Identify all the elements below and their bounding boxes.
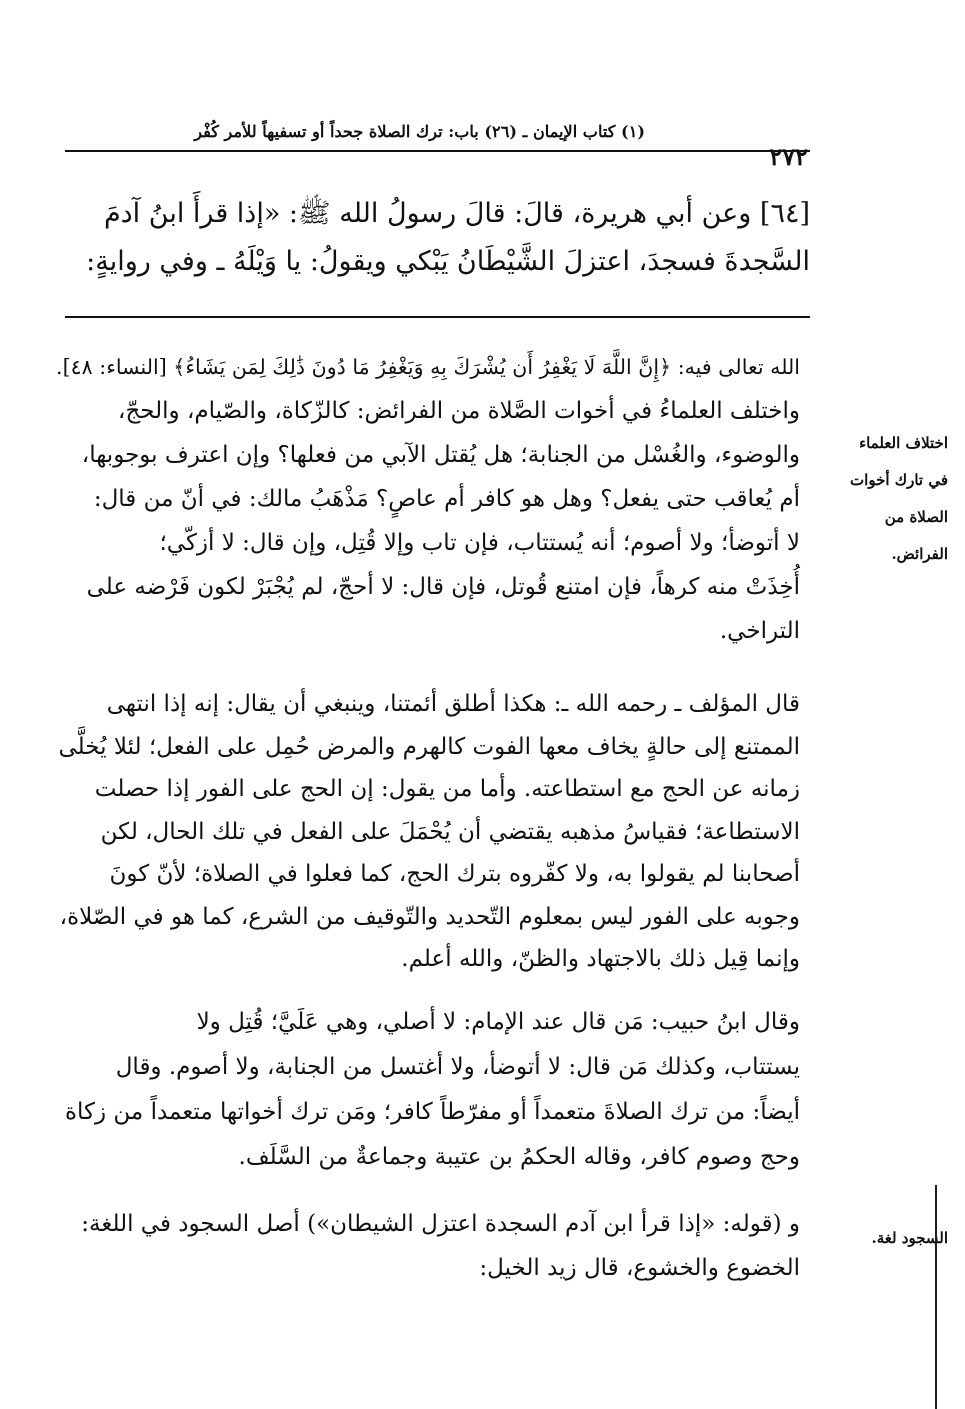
page-number: ٢٧٢ (769, 142, 808, 171)
margin-note-line: الفرائض. (891, 545, 948, 563)
text-line: والوضوء، والغُسْل من الجنابة؛ هل يُقتل الآبي من فعلها؟ وإن اعترف بوجوبها، (81, 442, 800, 468)
page-edge-line (935, 1185, 937, 1409)
commentary-paragraph-4 (40, 1202, 800, 1290)
commentary-paragraph-1 (40, 345, 800, 653)
text-line: وإنما قِيل ذلك بالاجتهاد والظنّ، والله أعلم. (401, 946, 800, 972)
text-line: وحج وصوم كافر، وقاله الحكمُ بن عتيبة وجماعةٌ من السَّلَف. (238, 1144, 800, 1170)
running-header-title: (١) كتاب الإيمان ـ (٢٦) باب: ترك الصلاة جحداً أو تسفيهاً للأمر كُفْر (194, 122, 645, 141)
commentary-paragraph-2 (40, 683, 800, 981)
hadith-text (55, 190, 810, 286)
text-line: أصحابنا لم يقولوا به، ولا كفّروه بترك الحج، كما فعلوا في الصلاة؛ لأنّ كونَ (109, 861, 800, 887)
text-line: التراخي. (719, 618, 800, 644)
hadith-line: [٦٤] وعن أبي هريرة، قالَ: قالَ رسولُ الله ﷺ: «إذا قرأَ ابنُ آدمَ (103, 198, 810, 229)
margin-note-line: في تارك أخوات (850, 471, 948, 489)
text-line: أيضاً: من ترك الصلاةَ متعمداً أو مفرّطاً كافر؛ ومَن ترك أخواتها متعمداً من زكاة (65, 1099, 800, 1125)
text-line: زمانه عن الحج مع استطاعته. وأما من يقول: إن الحج على الفور إذا حصلت (94, 776, 800, 802)
text-line: الاستطاعة؛ فقياسُ مذهبه يقتضي أن يُحْمَلَ على الفعل في تلك الحال، لكن (100, 818, 800, 845)
text-line: يستتاب، وكذلك مَن قال: لا أتوضأ، ولا أغتسل من الجنابة، ولا أصوم. وقال (115, 1054, 800, 1080)
commentary-paragraph-3 (40, 1000, 800, 1180)
margin-note-line: الصلاة من (884, 508, 948, 526)
text-line: لا أتوضأ؛ ولا أصوم؛ أنه يُستتاب، فإن تاب وإلا قُتِل، وإن قال: لا أزكّي؛ (159, 530, 800, 556)
text-line: الله تعالى فيه: ﴿إِنَّ اللَّهَ لَا يَغْفِرُ أَن يُشْرَكَ بِهِ وَيَغْفِرُ مَا دُونَ ذَٰلِكَ لِمَن يَشَاءُ﴾ [النساء: ٤٨]. (56, 355, 800, 379)
margin-note-line: السجود لغة. (871, 1229, 948, 1247)
margin-note-scholars-disagreement (818, 425, 948, 573)
text-line: الخضوع والخشوع، قال زيد الخيل: (479, 1255, 800, 1281)
hadith-line: السَّجدةَ فسجدَ، اعتزلَ الشَّيْطَانُ يَبْكي ويقولُ: يا وَيْلَهُ ـ وفي روايةٍ: (86, 246, 810, 277)
text-line: أُخِذَتْ منه كرهاً، فإن امتنع قُوتل، فإن قال: لا أحجّ، لم يُجْبَرْ لكون فَرْضه على (86, 574, 800, 600)
text-line: و (قوله: «إذا قرأ ابن آدم السجدة اعتزل الشيطان») أصل السجود في اللغة: (81, 1211, 800, 1237)
text-line: الممتنع إلى حالةٍ يخاف معها الفوت كالهرم والمرض حُمِل على الفعل؛ لئلا يُخلَّى (58, 733, 800, 760)
text-line: أم يُعاقب حتى يفعل؟ وهل هو كافر أم عاصٍ؟ مَذْهَبُ مالك: في أنّ من قال: (93, 486, 800, 512)
header-divider (65, 150, 810, 152)
text-commentary-divider (65, 316, 810, 318)
margin-note-line: اختلاف العلماء (859, 434, 948, 452)
text-line: واختلف العلماءُ في أخوات الصَّلاة من الفرائض: كالزّكاة، والصّيام، والحجّ، (118, 398, 800, 424)
text-line: قال المؤلف ـ رحمه الله ـ: هكذا أطلق أئمتنا، وينبغي أن يقال: إنه إذا انتهى (106, 691, 800, 717)
margin-note-prostration-language (818, 1220, 948, 1257)
text-line: وقال ابنُ حبيب: مَن قال عند الإمام: لا أصلي، وهي عَلَيَّ؛ قُتِل ولا (196, 1009, 800, 1035)
text-line: وجوبه على الفور ليس بمعلوم التّحديد والتّوقيف من الشرع، كما هو في الصّلاة، (59, 903, 800, 930)
